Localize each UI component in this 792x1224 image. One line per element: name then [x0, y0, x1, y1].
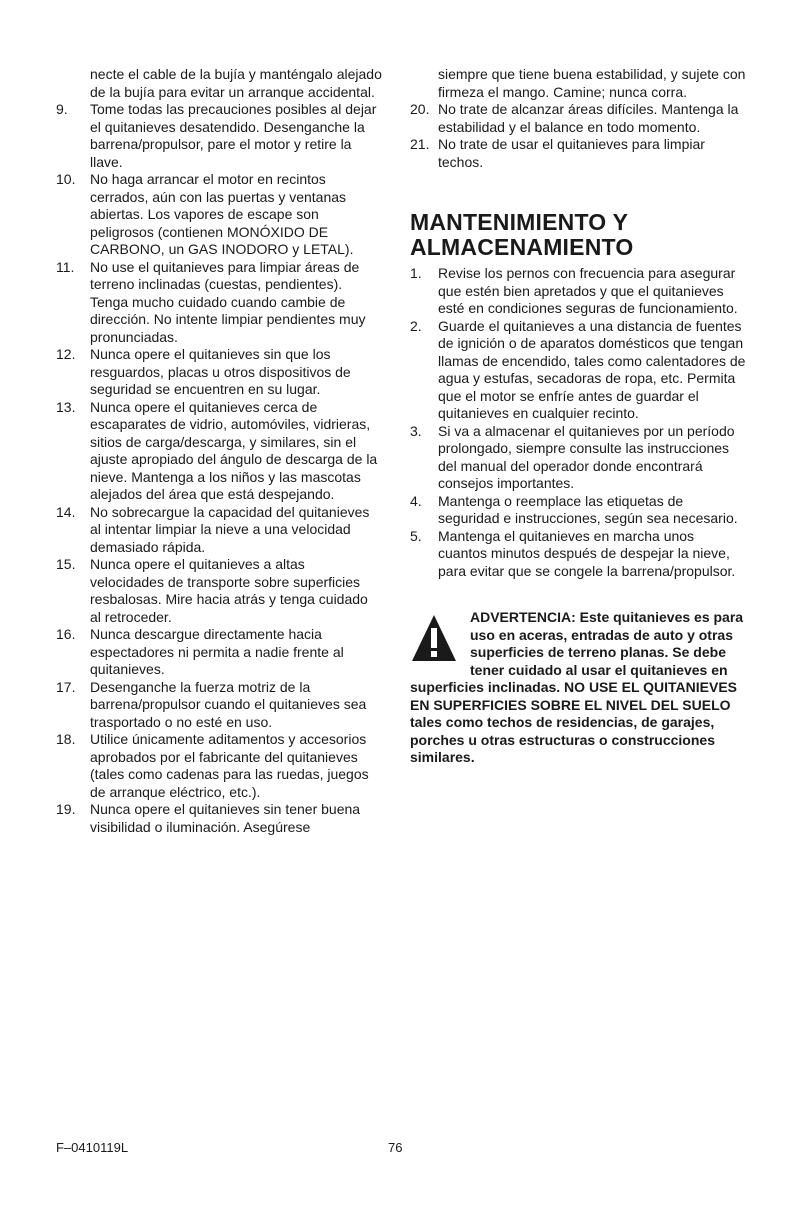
list-item	[56, 259, 382, 347]
section-heading-line1: MANTENIMIENTO Y	[410, 209, 629, 235]
item-text: Tome todas las precauciones posibles al dejar el quitanieves desatendido. Desenganche la barrena/propulsor, pare el motor y retire la llave.	[90, 101, 377, 170]
continued-paragraph: necte el cable de la bujía y manténgalo alejado de la bujía para evitar un arranque accidental.	[90, 66, 382, 100]
maintenance-item	[410, 423, 746, 493]
item-text: Mantenga o reemplace las etiquetas de seguridad e instrucciones, según sea necesario.	[438, 492, 738, 526]
maintenance-item	[410, 528, 746, 581]
list-item	[56, 626, 382, 679]
page-number: 76	[388, 1140, 403, 1155]
list-item	[56, 731, 382, 801]
list-item	[56, 346, 382, 399]
warning-triangle-icon	[410, 613, 458, 663]
list-item	[56, 171, 382, 259]
section-heading	[410, 210, 746, 260]
item-number: 3.	[410, 422, 422, 439]
item-number: 9.	[56, 101, 68, 117]
right-column	[410, 66, 746, 767]
item-number: 2.	[410, 317, 422, 334]
item-text: Nunca opere el quitanieves sin que los resguardos, placas u otros dispositivos de seguridad se encuentren en su lugar.	[90, 346, 351, 397]
item-text: Nunca opere el quitanieves cerca de escaparates de vidrio, automóviles, vidrieras, sitios de carga/descarga, y similares, sin el ajuste apropiado del ángulo de descarga de la nieve. Mantenga a los niños y las mascotas alejados del área que está despejando.	[90, 398, 378, 502]
item-number: 12.	[56, 346, 76, 362]
list-item	[410, 136, 746, 171]
item-number: 20.	[410, 101, 430, 117]
list-item	[56, 801, 382, 836]
left-column	[56, 66, 382, 836]
list-item	[56, 679, 382, 732]
item-number: 10.	[56, 171, 76, 187]
item-number: 11.	[56, 258, 75, 275]
maintenance-item	[410, 493, 746, 528]
item-text: No trate de usar el quitanieves para limpiar techos.	[438, 136, 705, 170]
list-item	[56, 101, 382, 171]
maintenance-item	[410, 318, 746, 423]
item-number: 5.	[410, 527, 422, 544]
item-number: 14.	[56, 503, 76, 520]
item-text: Desenganche la fuerza motriz de la barrena/propulsor cuando el quitanieves sea trasportado o no esté en uso.	[90, 678, 367, 730]
maintenance-item	[410, 265, 746, 318]
list-item	[56, 504, 382, 557]
item-text: Utilice únicamente aditamentos y accesorios aprobados por el fabricante del quitanieves (tales como cadenas para las ruedas, juegos de arranque eléctrico, etc.).	[90, 731, 369, 800]
list-item	[56, 399, 382, 504]
item-number: 16.	[56, 626, 76, 642]
list-item	[56, 556, 382, 626]
item-text: Nunca opere el quitanieves sin tener buena visibilidad o iluminación. Asegúrese	[90, 801, 361, 835]
item-text: No sobrecargue la capacidad del quitanieves al intentar limpiar la nieve a una velocidad demasiado rápida.	[90, 503, 370, 555]
continued-paragraph-right: siempre que tiene buena estabilidad, y sujete con firmeza el mango. Camine; nunca corra.	[438, 66, 746, 100]
item-number: 18.	[56, 731, 76, 747]
item-text: No haga arrancar el motor en recintos cerrados, aún con las puertas y ventanas abiertas. Los vapores de escape son peligrosos (contienen MONÓXIDO DE CARBONO, un GAS INODORO y LETAL).	[90, 171, 354, 257]
section-heading-line2: ALMACENAMIENTO	[410, 234, 634, 260]
item-text: Mantenga el quitanieves en marcha unos cuantos minutos después de despejar la nieve, para evitar que se congele la barrena/propulsor.	[438, 527, 736, 579]
item-number: 19.	[56, 801, 76, 817]
list-item	[410, 101, 746, 136]
item-number: 17.	[56, 678, 76, 695]
item-text: Nunca descargue directamente hacia espectadores ni permita a nadie frente al quitanieves.	[90, 626, 344, 677]
item-text: No trate de alcanzar áreas difíciles. Mantenga la estabilidad y el balance en todo momento.	[438, 101, 739, 135]
item-number: 4.	[410, 492, 422, 509]
item-number: 13.	[56, 398, 76, 415]
item-text: Si va a almacenar el quitanieves por un período prolongado, siempre consulte las instrucciones del manual del operador donde encontrará consejos importantes.	[438, 422, 735, 491]
safety-list-left	[56, 101, 382, 836]
item-text: Nunca opere el quitanieves a altas velocidades de transporte sobre superficies resbalosas. Mire hacia atrás y tenga cuidado al retroceder.	[90, 556, 368, 625]
item-number: 21.	[410, 136, 430, 152]
maintenance-list	[410, 265, 746, 580]
safety-list-right	[410, 101, 746, 171]
item-number: 1.	[410, 265, 422, 281]
item-number: 15.	[56, 556, 76, 572]
warning-box	[410, 609, 746, 767]
document-code: F–0410119L	[56, 1140, 129, 1155]
item-text: Guarde el quitanieves a una distancia de fuentes de ignición o de aparatos domésticos que tengan llamas de encendido, tales como calentadores de agua y estufas, secadoras de ropa, etc. Permita que el motor se enfríe antes de guardar el quitanieves en cualquier recinto.	[438, 317, 746, 421]
item-text: No use el quitanieves para limpiar áreas de terreno inclinadas (cuestas, pendientes). Tenga mucho cuidado cuando cambie de dirección. No intente limpiar pendientes muy pronunciadas.	[90, 258, 366, 345]
item-text: Revise los pernos con frecuencia para asegurar que estén bien apretados y que el quitanieves esté en condiciones seguras de funcionamiento.	[438, 265, 738, 316]
warning-text: ADVERTENCIA: Este quitanieves es para uso en aceras, entradas de auto y otras superficies de terreno planas. Se debe tener cuidado al usar el quitanieves en superficies inclinadas. NO USE EL QUITANIEVES EN SUPERFICIES SOBRE EL NIVEL DEL SUELO tales como techos de residencias, de garajes, porches u otras estructuras o construcciones similares.	[410, 609, 744, 765]
